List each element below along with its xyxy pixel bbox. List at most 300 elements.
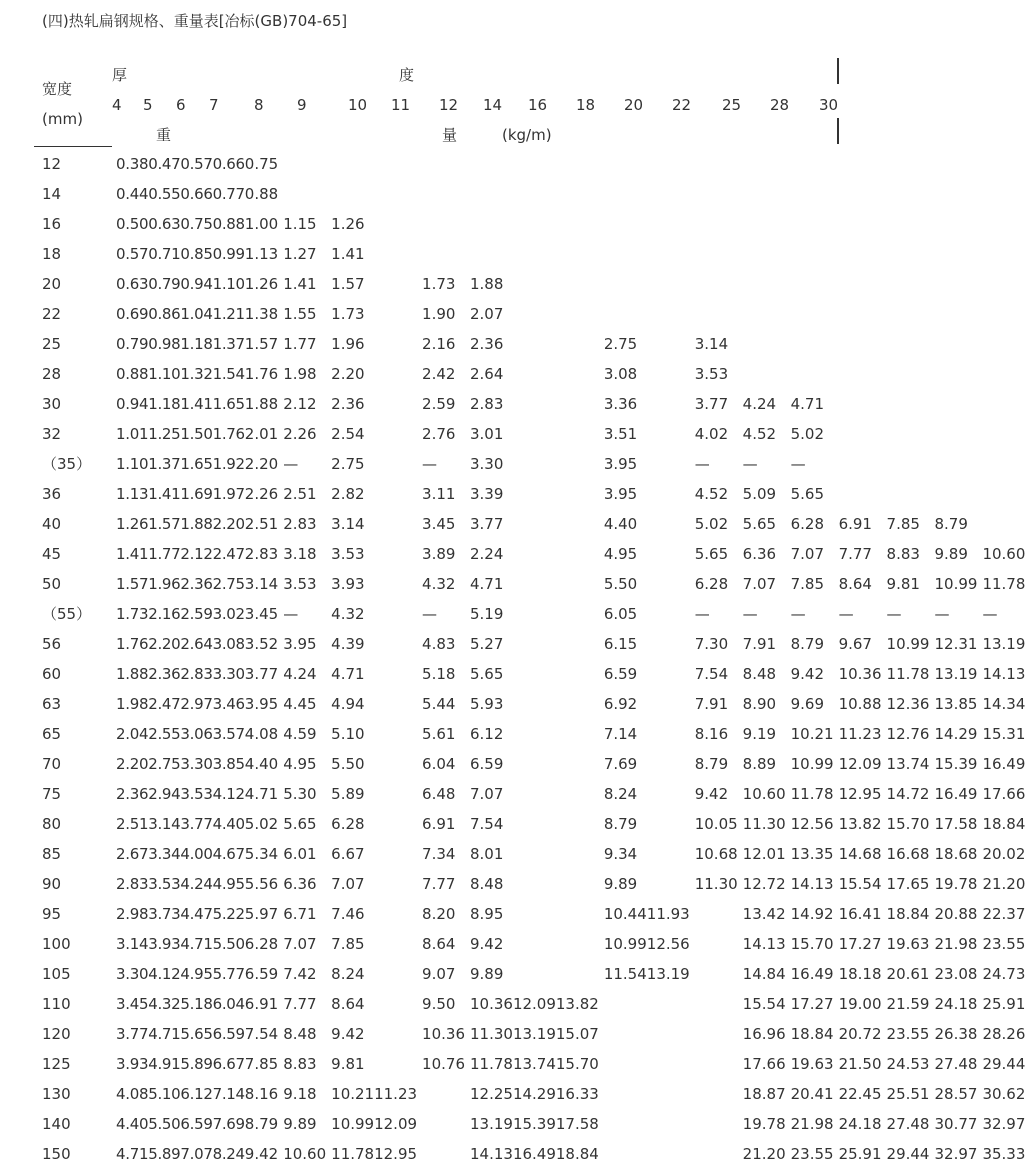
weight-cell: 9.89 (603, 875, 638, 893)
width-cell: 90 (42, 875, 62, 893)
weight-cell: 19.63 (886, 935, 930, 953)
weight-cell: 8.90 (742, 695, 777, 713)
weight-cell: 9.81 (331, 1055, 365, 1073)
weight-cell-4-7mm: 1.571.962.362.75 (116, 575, 245, 593)
weight-cell: 16.49 (790, 965, 834, 983)
weight-cell (604, 149, 695, 179)
weight-cell: 18.87 (742, 1085, 786, 1103)
weight-cell (887, 299, 935, 329)
weight-cell: 3.77 (244, 665, 279, 683)
weight-cell: 23.55 (886, 1025, 930, 1043)
weight-cell: 5.44 (422, 695, 456, 713)
weight-cell-4-7mm: 0.570.710.850.99 (116, 245, 245, 263)
weight-cell-4-7mm: 1.982.472.973.46 (116, 695, 245, 713)
weight-cell: 24.18 (934, 995, 978, 1013)
table-row (34, 809, 1030, 839)
weight-cell: 14.1316.4918.84 (470, 1145, 599, 1163)
weight-cell (887, 239, 935, 269)
weight-cell: 13.1915.3917.58 (470, 1115, 599, 1133)
table-row (34, 539, 1030, 569)
weight-cell: 21.50 (838, 1055, 882, 1073)
width-cell: 14 (42, 185, 62, 203)
weight-cell: 9.42 (244, 1145, 279, 1163)
weight-cell: — (742, 455, 758, 473)
weight-cell: — (422, 455, 438, 473)
weight-cell: 3.39 (470, 485, 504, 503)
weight-cell (604, 1049, 695, 1079)
weight-cell: 7.85 (790, 575, 825, 593)
weight-cell-4-7mm: 1.011.251.501.76 (116, 425, 245, 443)
weight-cell: 2.54 (331, 425, 365, 443)
thickness-label-part-2: 度 (399, 66, 415, 84)
weight-cell: 4.39 (331, 635, 365, 653)
weight-cell-4-7mm: 0.630.790.941.10 (116, 275, 245, 293)
weight-cell: 6.36 (742, 545, 777, 563)
width-cell: 30 (42, 395, 62, 413)
weight-cell: 3.95 (603, 485, 638, 503)
weight-cell: 2.51 (283, 485, 317, 503)
weight-cell: 6.01 (283, 845, 317, 863)
weight-cell (422, 209, 470, 239)
weight-cell (934, 179, 982, 209)
weight-cell: 2.42 (422, 365, 456, 383)
weight-cell (839, 419, 887, 449)
weight-cell: 5.50 (603, 575, 638, 593)
weight-cell: 5.56 (244, 875, 279, 893)
weight-cell: 5.30 (283, 785, 317, 803)
weight-cell: 0.75 (244, 155, 279, 173)
thickness-value: 12 (439, 96, 459, 114)
width-cell: （55） (42, 605, 92, 623)
weight-cell: 7.07 (331, 875, 365, 893)
thickness-value: 25 (722, 96, 742, 114)
thickness-value: 4 (112, 96, 122, 114)
weight-cell: 8.89 (742, 755, 777, 773)
weight-cell: 15.54 (742, 995, 786, 1013)
weight-cell: — (742, 605, 758, 623)
thickness-value: 22 (672, 96, 692, 114)
weight-cell: 11.30 (742, 815, 786, 833)
weight-cell: 3.51 (603, 425, 638, 443)
table-row (34, 779, 1030, 809)
weight-cell: 8.20 (422, 905, 456, 923)
weight-cell: 9.42 (694, 785, 729, 803)
weight-cell: 13.74 (886, 755, 930, 773)
weight-cell: 5.93 (470, 695, 504, 713)
table-row (34, 329, 1030, 359)
weight-cell: 32.97 (934, 1145, 978, 1163)
weight-cell: 8.16 (244, 1085, 279, 1103)
weight-cell: — (422, 605, 438, 623)
width-cell: 105 (42, 965, 71, 983)
weight-cell: 6.92 (603, 695, 638, 713)
weight-cell: 2.64 (470, 365, 504, 383)
width-cell: 130 (42, 1085, 71, 1103)
weight-cell (839, 269, 887, 299)
weight-cell (604, 179, 695, 209)
weight-cell: 4.95 (603, 545, 638, 563)
weight-cell: 9.34 (603, 845, 638, 863)
weight-cell: 4.24 (283, 665, 317, 683)
weight-cell (934, 389, 982, 419)
weight-cell (982, 419, 1030, 449)
weight-cell: 3.08 (603, 365, 638, 383)
table-row (34, 1139, 1030, 1169)
weight-cell: 12.36 (886, 695, 930, 713)
weight-cell-4-7mm: 0.790.981.181.37 (116, 335, 245, 353)
weight-cell: 1.76 (244, 365, 279, 383)
weight-cell (422, 149, 470, 179)
weight-cell: 9.67 (838, 635, 872, 653)
thickness-value: 16 (528, 96, 548, 114)
weight-cell: 15.70 (790, 935, 834, 953)
weight-cell: 5.18 (422, 665, 456, 683)
weight-cell: 7.14 (603, 725, 638, 743)
weight-cell: 12.56 (790, 815, 834, 833)
weight-cell: 11.23 (838, 725, 882, 743)
weight-cell: 2.16 (422, 335, 456, 353)
weight-cell: 3.53 (694, 365, 729, 383)
table-header-row (34, 54, 1030, 149)
weight-cell: 8.95 (470, 905, 504, 923)
weight-cell: 28.26 (982, 1025, 1026, 1043)
weight-cell: 10.76 (422, 1055, 465, 1073)
weight-cell-4-7mm: 4.405.506.597.69 (116, 1115, 245, 1133)
weight-cell: 22.37 (982, 905, 1026, 923)
weight-cell (604, 299, 695, 329)
weight-cell: 1.90 (422, 305, 456, 323)
weight-cell: 27.48 (934, 1055, 978, 1073)
weight-cell: 12.76 (886, 725, 930, 743)
weight-cell: 10.3612.0913.82 (470, 995, 599, 1013)
weight-cell: 0.88 (244, 185, 279, 203)
weight-cell: — (694, 455, 710, 473)
weight-cell: 18.18 (838, 965, 882, 983)
weight-cell: 9.18 (283, 1085, 317, 1103)
weight-cell: 8.16 (694, 725, 729, 743)
weight-cell: 21.98 (790, 1115, 834, 1133)
weight-cell: 4.71 (244, 785, 279, 803)
weight-cell (604, 1109, 695, 1139)
weight-cell: 9.89 (934, 545, 968, 563)
weight-cell: 17.66 (982, 785, 1026, 803)
thickness-value: 10 (348, 96, 368, 114)
thickness-value: 5 (143, 96, 153, 114)
weight-cell: 10.36 (838, 665, 882, 683)
weight-cell (791, 149, 839, 179)
weight-cell: 7.69 (603, 755, 638, 773)
weight-cell: 15.39 (934, 755, 978, 773)
weight-cell: 20.02 (982, 845, 1026, 863)
weight-cell: 1.73 (422, 275, 456, 293)
weight-cell: 5.10 (331, 725, 365, 743)
weight-cell: 3.14 (694, 335, 729, 353)
weight-cell-4-7mm: 2.362.943.534.12 (116, 785, 245, 803)
weight-cell: 3.53 (283, 575, 317, 593)
weight-cell-4-7mm: 0.881.101.321.54 (116, 365, 245, 383)
weight-cell: 26.38 (934, 1025, 978, 1043)
weight-cell: 16.49 (934, 785, 978, 803)
weight-cell (982, 389, 1030, 419)
weight-cell-4-7mm: 3.934.915.896.67 (116, 1055, 245, 1073)
page-title: (四)热轧扁钢规格、重量表[冶标(GB)704-65] (42, 12, 348, 30)
weight-cell: 1.98 (283, 365, 317, 383)
weight-cell (695, 1019, 743, 1049)
thickness-weight-header (112, 54, 1030, 149)
weight-cell: 8.48 (470, 875, 504, 893)
weight-cell: 12.31 (934, 635, 978, 653)
weight-cell: 4.40 (603, 515, 638, 533)
weight-cell: 9.42 (790, 665, 825, 683)
weight-cell (887, 179, 935, 209)
weight-cell (887, 419, 935, 449)
weight-cell (695, 1139, 743, 1169)
weight-cell: 3.95 (603, 455, 638, 473)
weight-cell (283, 149, 331, 179)
weight-cell: 3.30 (470, 455, 504, 473)
weight-cell: 3.36 (603, 395, 638, 413)
weight-cell (695, 1109, 743, 1139)
weight-cell-4-7mm: 1.762.202.643.08 (116, 635, 245, 653)
weight-cell (743, 149, 791, 179)
width-cell: 150 (42, 1145, 71, 1163)
thickness-value: 20 (624, 96, 644, 114)
weight-cell: 10.68 (694, 845, 738, 863)
table-row (34, 689, 1030, 719)
width-cell: 60 (42, 665, 62, 683)
weight-cell (839, 179, 887, 209)
weight-cell: 9.19 (742, 725, 777, 743)
weight-cell: — (982, 605, 998, 623)
table-row (34, 449, 1030, 479)
weight-cell: 8.79 (790, 635, 825, 653)
weight-cell: 18.68 (934, 845, 978, 863)
weight-cell (887, 209, 935, 239)
weight-cell: 5.65 (470, 665, 504, 683)
weight-cell: 4.08 (244, 725, 279, 743)
weight-cell: 1.55 (283, 305, 317, 323)
weight-cell: 7.54 (694, 665, 729, 683)
width-cell: 50 (42, 575, 62, 593)
width-cell: 70 (42, 755, 62, 773)
weight-cell (839, 329, 887, 359)
weight-cell: 8.48 (283, 1025, 317, 1043)
weight-cell-4-7mm: 0.500.630.750.88 (116, 215, 245, 233)
weight-cell (695, 1049, 743, 1079)
weight-cell: 3.89 (422, 545, 456, 563)
weight-cell: 12.72 (742, 875, 786, 893)
weight-cell: 2.36 (470, 335, 504, 353)
thickness-value: 30 (819, 96, 839, 114)
weight-cell (839, 239, 887, 269)
weight-cell (695, 299, 743, 329)
weight-cell: 10.4411.93 (603, 905, 690, 923)
table-row (34, 929, 1030, 959)
weight-cell (422, 239, 470, 269)
weight-cell: 18.84 (790, 1025, 834, 1043)
weight-cell: 5.34 (244, 845, 279, 863)
weight-cell: 6.28 (694, 575, 729, 593)
table-row (34, 419, 1030, 449)
weight-cell: 7.54 (470, 815, 504, 833)
weight-cell: 4.71 (790, 395, 825, 413)
weight-cell-4-7mm: 0.690.861.041.21 (116, 305, 245, 323)
width-cell: 25 (42, 335, 62, 353)
weight-cell: 24.53 (886, 1055, 930, 1073)
header-underline (34, 146, 112, 147)
weight-cell: 18.84 (886, 905, 930, 923)
thickness-value: 8 (254, 96, 264, 114)
weight-cell: 9.89 (283, 1115, 317, 1133)
width-cell: 40 (42, 515, 62, 533)
table-row (34, 389, 1030, 419)
weight-cell: 3.52 (244, 635, 279, 653)
weight-cell: 9.50 (422, 995, 456, 1013)
weight-cell (982, 299, 1030, 329)
weight-cell-4-7mm: 3.143.934.715.50 (116, 935, 245, 953)
weight-cell: 1.26 (331, 215, 365, 233)
weight-cell: 30.62 (982, 1085, 1026, 1103)
width-unit-label: (mm) (42, 110, 83, 128)
weight-cell (934, 299, 982, 329)
weight-cell-4-7mm: 2.513.143.774.40 (116, 815, 245, 833)
weight-cell: 6.05 (603, 605, 638, 623)
thickness-value: 14 (483, 96, 503, 114)
weight-cell: 6.91 (422, 815, 456, 833)
weight-cell: 11.7812.95 (331, 1145, 418, 1163)
weight-cell (934, 449, 982, 479)
weight-cell: 8.79 (694, 755, 729, 773)
weight-cell: 7.77 (838, 545, 872, 563)
weight-cell: 10.36 (422, 1025, 465, 1043)
weight-cell (743, 299, 791, 329)
weight-cell: 12.01 (742, 845, 786, 863)
weight-cell: 2.83 (244, 545, 279, 563)
weight-cell: 14.13 (742, 935, 786, 953)
weight-cell: 6.67 (331, 845, 365, 863)
weight-cell: 1.26 (244, 275, 279, 293)
table-row (34, 959, 1030, 989)
weight-cell: 1.15 (283, 215, 317, 233)
weight-cell: 8.48 (742, 665, 777, 683)
weight-cell: 10.99 (886, 635, 930, 653)
weight-cell (791, 269, 839, 299)
weight-cell: 7.46 (331, 905, 365, 923)
table-row (34, 269, 1030, 299)
weight-cell: 2.20 (331, 365, 365, 383)
weight-cell: — (694, 605, 710, 623)
width-cell: 32 (42, 425, 62, 443)
weight-cell: 2.07 (470, 305, 504, 323)
weight-cell: 7.77 (283, 995, 317, 1013)
weight-cell: 4.52 (742, 425, 777, 443)
weight-cell: 4.95 (283, 755, 317, 773)
width-cell: 16 (42, 215, 62, 233)
weight-cell: 7.91 (742, 635, 777, 653)
weight-cell (470, 239, 604, 269)
weight-cell: 9.42 (470, 935, 504, 953)
weight-cell: 4.71 (470, 575, 504, 593)
weight-cell-4-7mm: 1.131.411.691.97 (116, 485, 245, 503)
weight-cell: 14.92 (790, 905, 834, 923)
weight-cell: 24.73 (982, 965, 1026, 983)
weight-cell (604, 1079, 695, 1109)
weight-cell (982, 269, 1030, 299)
table-row (34, 239, 1030, 269)
weight-cell: 13.35 (790, 845, 834, 863)
weight-cell: 6.71 (283, 905, 317, 923)
weight-cell (839, 449, 887, 479)
weight-cell: 6.12 (470, 725, 504, 743)
weight-cell (331, 179, 422, 209)
weight-cell: 10.21 (790, 725, 834, 743)
weight-cell: 2.51 (244, 515, 279, 533)
weight-cell (934, 149, 982, 179)
weight-label-part-1: 重 (156, 126, 172, 144)
weight-cell: 5.97 (244, 905, 279, 923)
weight-cell: 1.27 (283, 245, 317, 263)
weight-cell: 7.85 (886, 515, 920, 533)
weight-cell: 12.09 (838, 755, 882, 773)
weight-cell: 2.82 (331, 485, 365, 503)
weight-cell: 7.07 (283, 935, 317, 953)
weight-cell (791, 209, 839, 239)
weight-cell: 14.84 (742, 965, 786, 983)
width-cell: 36 (42, 485, 62, 503)
weight-cell (982, 179, 1030, 209)
weight-cell: — (790, 605, 806, 623)
weight-cell: 15.54 (838, 875, 882, 893)
weight-cell (422, 1139, 470, 1169)
weight-cell: 2.12 (283, 395, 317, 413)
weight-cell (934, 209, 982, 239)
weight-cell: 2.83 (470, 395, 504, 413)
weight-cell: 15.70 (886, 815, 930, 833)
weight-cell: 12.95 (838, 785, 882, 803)
weight-cell: 9.07 (422, 965, 456, 983)
weight-cell: 14.29 (934, 725, 978, 743)
table-row (34, 749, 1030, 779)
weight-cell: 19.78 (742, 1115, 786, 1133)
width-cell: 28 (42, 365, 62, 383)
weight-cell (839, 149, 887, 179)
table-row (34, 1109, 1030, 1139)
weight-cell: 1.57 (331, 275, 365, 293)
weight-cell (887, 389, 935, 419)
weight-cell: 8.83 (886, 545, 920, 563)
weight-cell: 5.09 (742, 485, 777, 503)
width-cell: 20 (42, 275, 62, 293)
thickness-value: 18 (576, 96, 596, 114)
weight-cell (934, 359, 982, 389)
weight-cell (743, 269, 791, 299)
weight-cell: 10.99 (934, 575, 978, 593)
weight-cell: 3.11 (422, 485, 456, 503)
weight-cell (982, 149, 1030, 179)
weight-cell: 15.31 (982, 725, 1026, 743)
weight-cell: 4.02 (694, 425, 729, 443)
weight-cell (791, 359, 839, 389)
weight-cell: 21.59 (886, 995, 930, 1013)
weight-cell: 7.07 (470, 785, 504, 803)
weight-cell (934, 419, 982, 449)
weight-cell: 7.77 (422, 875, 456, 893)
weight-cell: 10.2111.23 (331, 1085, 418, 1103)
weight-cell: 3.45 (422, 515, 456, 533)
weight-cell: 6.28 (244, 935, 279, 953)
weight-cell: — (283, 455, 299, 473)
weight-cell: 4.24 (742, 395, 777, 413)
